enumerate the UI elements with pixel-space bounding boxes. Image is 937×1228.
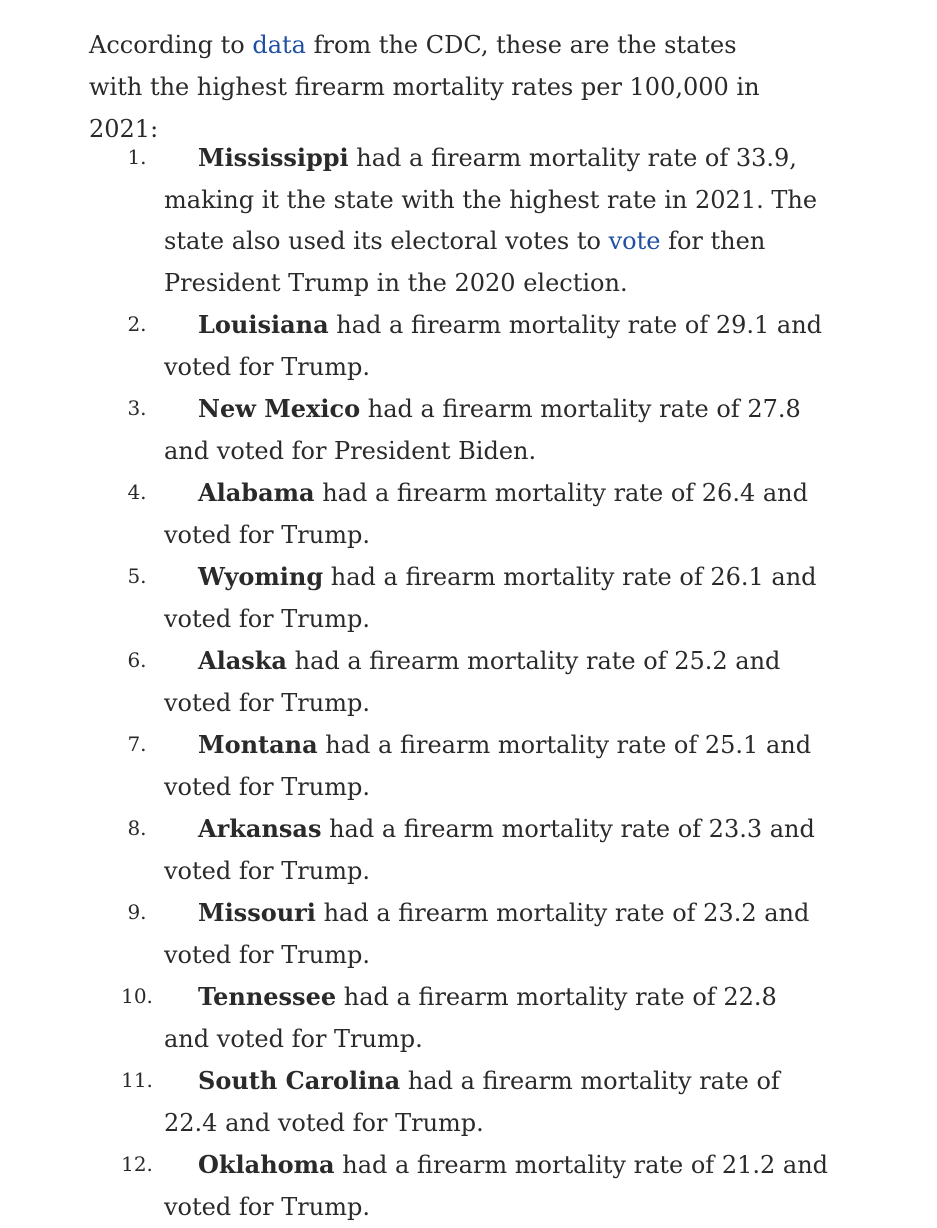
- item-text: had a firearm mortality rate of 25.1 and voted for Trump.: [164, 731, 812, 801]
- list-item: [89, 472, 829, 556]
- item-text: had a firearm mortality rate of 26.1 and voted for Trump.: [164, 563, 817, 633]
- article-body: [89, 24, 889, 1221]
- list-number: 9.: [127, 900, 147, 924]
- intro-prefix: According to: [89, 31, 253, 59]
- item-text: had a firearm mortality rate of 25.2 and voted for Trump.: [164, 647, 781, 717]
- state-name: Oklahoma: [198, 1150, 335, 1179]
- list-number: 11.: [121, 1068, 153, 1092]
- list-item: [89, 556, 829, 640]
- list-item: [89, 388, 829, 472]
- intro-suffix: from the CDC, these are the states with the highest firearm mortality rates per 100,000 in 2021:: [89, 31, 760, 143]
- list-number: 6.: [127, 648, 147, 672]
- state-name: Alaska: [198, 646, 287, 675]
- list-item: [89, 1060, 829, 1144]
- state-name: Arkansas: [198, 814, 322, 843]
- list-item: [89, 137, 829, 304]
- state-name: Wyoming: [198, 562, 324, 591]
- list-number: 1.: [127, 145, 147, 169]
- data-link[interactable]: data: [252, 31, 306, 59]
- list-number: 5.: [127, 564, 147, 588]
- list-item: [89, 304, 829, 388]
- item-text: for then President Trump in the 2020 election.: [164, 227, 766, 297]
- list-number: 3.: [127, 396, 147, 420]
- list-number: 12.: [121, 1152, 153, 1176]
- item-text: had a firearm mortality rate of 27.8 and voted for President Biden.: [164, 395, 801, 465]
- list-number: 2.: [127, 312, 147, 336]
- list-item: [89, 892, 829, 976]
- intro-paragraph: [89, 24, 789, 150]
- item-text: had a firearm mortality rate of 29.1 and voted for Trump.: [164, 311, 823, 381]
- state-ranking-list: [89, 137, 829, 1228]
- list-item: [89, 808, 829, 892]
- item-text: had a firearm mortality rate of 26.4 and voted for Trump.: [164, 479, 808, 549]
- item-text: had a firearm mortality rate of 21.2 and voted for Trump.: [164, 1151, 829, 1221]
- state-name: New Mexico: [198, 394, 361, 423]
- item-text: had a firearm mortality rate of 23.2 and voted for Trump.: [164, 899, 810, 969]
- list-number: 4.: [127, 480, 147, 504]
- list-item: [89, 1144, 829, 1228]
- list-item: [89, 976, 829, 1060]
- state-name: Louisiana: [198, 310, 329, 339]
- vote-link[interactable]: vote: [608, 227, 661, 255]
- state-name: Mississippi: [198, 143, 349, 172]
- item-text: had a firearm mortality rate of 23.3 and voted for Trump.: [164, 815, 815, 885]
- state-name: Alabama: [198, 478, 315, 507]
- item-text: had a firearm mortality rate of 22.4 and voted for Trump.: [164, 1067, 780, 1137]
- state-name: Montana: [198, 730, 318, 759]
- state-name: Missouri: [198, 898, 316, 927]
- item-text: had a firearm mortality rate of 22.8 and voted for Trump.: [164, 983, 777, 1053]
- list-number: 8.: [127, 816, 147, 840]
- list-item: [89, 724, 829, 808]
- item-text: had a firearm mortality rate of 33.9, making it the state with the highest rate in 2021. The state also used its electoral votes to: [164, 144, 818, 255]
- list-number: 10.: [121, 984, 153, 1008]
- list-number: 7.: [127, 732, 147, 756]
- state-name: South Carolina: [198, 1066, 401, 1095]
- list-item: [89, 640, 829, 724]
- state-name: Tennessee: [198, 982, 337, 1011]
